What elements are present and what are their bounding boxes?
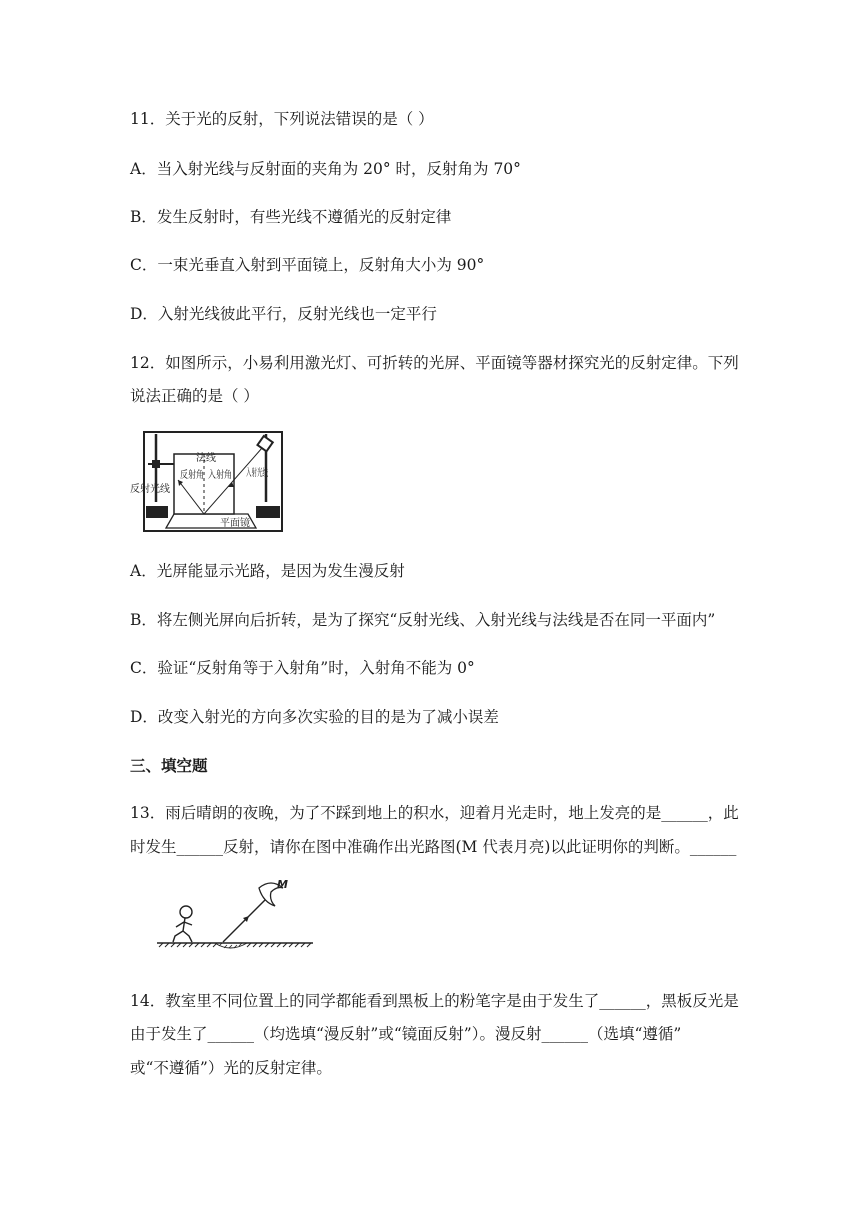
q13-line2: 时发生______反射，请你在图中准确作出光路图(M 代表月亮)以此证明你的判断。______: [130, 838, 737, 856]
q11-option-d: D．入射光线彼此平行，反射光线也一定平行: [130, 305, 437, 323]
moonlight-puddle-figure: [155, 878, 315, 958]
normal-line-label: 法线: [196, 453, 216, 464]
q11-stem: 11．关于光的反射，下列说法错误的是（ ）: [130, 110, 434, 128]
left-base-block: [146, 506, 168, 518]
person-legs: [173, 931, 192, 942]
person-body: [183, 918, 185, 931]
q14-line2: 由于发生了______（均选填“漫反射”或“镜面反射”）。漫反射______（选填“遵循”: [130, 1025, 682, 1043]
q12-option-a: A．光屏能显示光路，是因为发生漫反射: [130, 562, 405, 580]
left-clamp: [152, 460, 160, 468]
q12-stem-line2: 说法正确的是（ ）: [130, 387, 259, 405]
q11-option-b: B．发生反射时，有些光线不遵循光的反射定律: [130, 208, 452, 226]
person-head-icon: [180, 906, 192, 918]
q14-line3: 或“不遵循”）光的反射定律。: [130, 1059, 332, 1077]
q12-stem-line1: 12．如图所示，小易利用激光灯、可折转的光屏、平面镜等器材探究光的反射定律。下列: [130, 354, 739, 372]
q12-option-d: D．改变入射光的方向多次实验的目的是为了减小误差: [130, 708, 499, 726]
q11-option-a: A．当入射光线与反射面的夹角为 20° 时，反射角为 70°: [130, 160, 521, 178]
incident-ray-label: 入射光线: [246, 468, 286, 479]
q12-option-b: B．将左侧光屏向后折转，是为了探究“反射光线、入射光线与法线是否在同一平面内”: [130, 611, 716, 629]
reflection-apparatus-figure: [130, 430, 286, 535]
q13-line1: 13．雨后晴朗的夜晚，为了不踩到地上的积水，迎着月光走时，地上发亮的是______，此: [130, 804, 739, 822]
q14-line1: 14．教室里不同位置上的同学都能看到黑板上的粉笔字是由于发生了______，黑板反光是: [130, 992, 739, 1010]
reflected-ray-label: 反射光线: [130, 484, 170, 495]
section-title-fill-blank: 三、填空题: [130, 757, 208, 775]
right-base-block: [256, 506, 280, 518]
laser-lamp-icon: [257, 436, 272, 451]
q12-option-c: C．验证“反射角等于入射角”时，入射角不能为 0°: [130, 659, 475, 677]
incidence-angle-label: 入射角: [208, 470, 238, 481]
mirror-label: 平面镜: [220, 518, 250, 529]
q11-option-c: C．一束光垂直入射到平面镜上，反射角大小为 90°: [130, 256, 485, 274]
reflection-angle-label: 反射角: [180, 470, 210, 481]
moon-label: M: [277, 878, 288, 891]
